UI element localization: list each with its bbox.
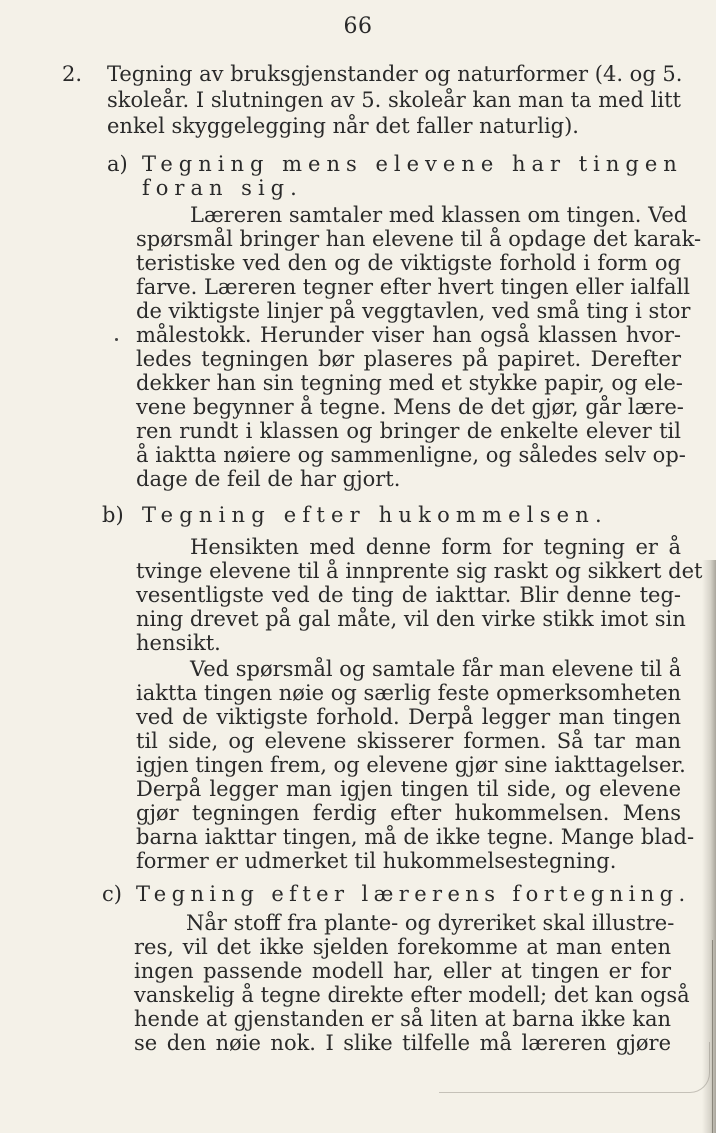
page-corner-curl [439,1042,710,1093]
item-b-line-10: igjen tingen frem, og elevene gjør sine iakttagelser. [136,753,686,777]
item-a-line-12: dage de feil de har gjort. [136,467,401,491]
item-a-line-10: ren rundt i klassen og bringer de enkelte elever til [136,419,681,443]
section-2-line-2: skoleår. I slutningen av 5. skoleår kan man ta med litt [107,88,681,112]
section-2-line-3: enkel skyggelegging når det faller naturlig). [107,114,579,138]
section-number: 2. [62,62,83,86]
item-c-line-1: Når stoff fra plante- og dyreriket skal illustre- [186,911,675,935]
item-b-line-12: gjør tegningen ferdig efter hukommelsen. Mens [136,801,681,825]
item-b-line-11: Derpå legger man igjen tingen til side, og elevene [136,777,681,801]
page-number: 66 [343,14,373,39]
item-c-line-3: ingen passende modell har, eller at tingen er for [134,959,671,983]
item-b-line-7: iaktta tingen nøie og særlig feste opmerksomheten [136,681,682,705]
item-a-line-1: Læreren samtaler med klassen om tingen. Ved [190,203,688,227]
item-a-line-7: ledes tegningen bør plaseres på papiret. Derefter [136,347,681,371]
item-b-heading: Tegning efter hukommelsen. [142,503,608,527]
item-a-line-4: farve. Læreren tegner efter hvert tingen eller ialfall [136,275,690,299]
item-c-line-4: vanskelig å tegne direkte efter modell; det kan også [134,983,690,1007]
item-a-line-3: teristiske ved den og de viktigste forhold i form og [136,251,681,275]
item-b-line-13: barna iakttar tingen, må de ikke tegne. Mange blad- [136,825,695,849]
item-c-label: c) [102,882,122,906]
item-b-line-9: til side, og elevene skisserer formen. Så tar man [136,729,681,753]
item-b-line-1: Hensikten med denne form for tegning er å [190,535,681,559]
item-c-line-6: se den nøie nok. I slike tilfelle må læreren gjøre [134,1031,671,1055]
item-b-line-4: ning drevet på gal måte, vil den virke stikk imot sin [136,607,686,631]
item-a-label: a) [107,152,128,176]
item-c-heading: Tegning efter lærerens fortegning. [136,882,691,906]
page-edge-line [712,940,713,1133]
item-a-line-11: å iaktta nøiere og sammenligne, og således selv op- [136,443,686,467]
item-a-line-5: de viktigste linjer på veggtavlen, ved små ting i stor [136,299,691,323]
item-a-line-6: målestokk. Herunder viser han også klassen hvor- [136,323,681,347]
item-b-line-3: vesentligste ved de ting de iakttar. Blir denne teg- [136,583,681,607]
margin-mark [115,338,118,341]
item-c-line-2: res, vil det ikke sjelden forekomme at man enten [134,935,671,959]
item-b-line-2: tvinge elevene til å innprente sig raskt og sikkert det [136,559,703,583]
item-b-line-6: Ved spørsmål og samtale får man elevene til å [190,657,682,681]
item-b-label: b) [102,503,124,527]
item-a-heading-line-1: Tegning mens elevene har tingen [142,152,683,176]
item-b-line-8: ved de viktigste forhold. Derpå legger man tingen [136,705,681,729]
item-a-heading-line-2: foran sig. [142,176,303,200]
section-2-line-1: Tegning av bruksgjenstander og naturformer (4. og 5. [107,62,683,86]
item-c-line-5: hende at gjenstanden er så liten at barna ikke kan [134,1007,671,1031]
item-a-line-2: spørsmål bringer han elevene til å opdage det karak- [136,227,702,251]
item-a-line-9: vene begynner å tegne. Mens de det gjør, går lære- [136,395,684,419]
item-b-line-5: hensikt. [136,631,221,655]
item-b-line-14: former er udmerket til hukommelsestegning. [136,849,617,873]
item-a-line-8: dekker han sin tegning med et stykke papir, og ele- [136,371,683,395]
